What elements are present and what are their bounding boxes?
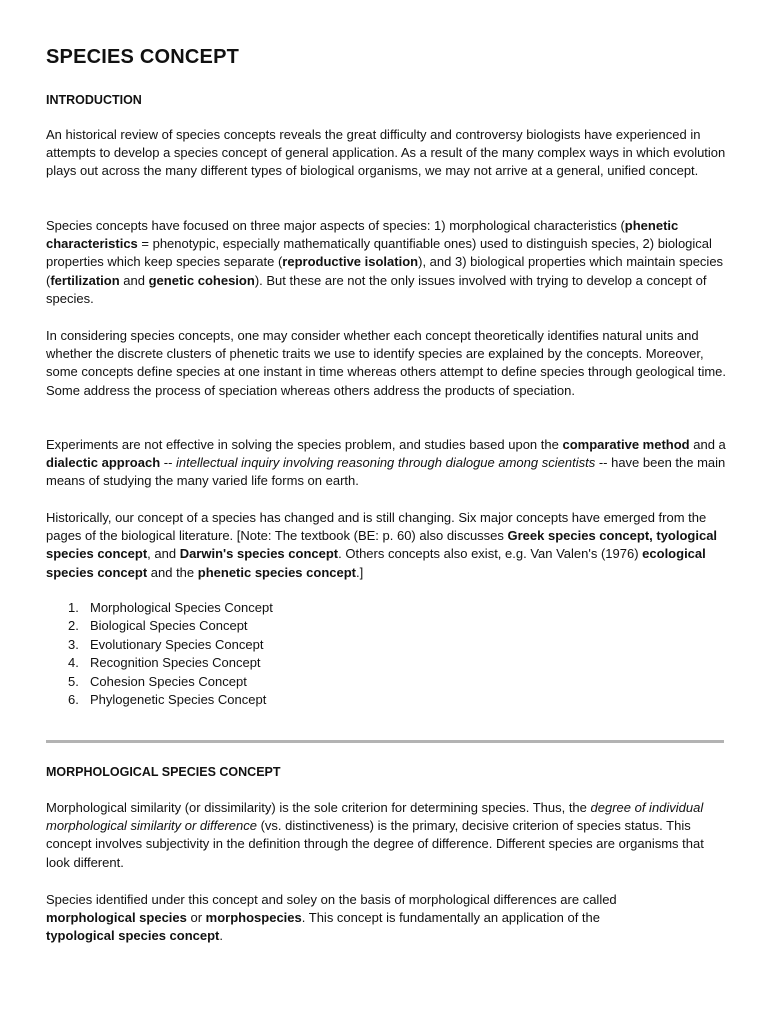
intro-paragraph-4: Experiments are not effective in solving the species problem, and studies based upon the comparative method and a dialectic approach -- intellectual inquiry involving reasoning through dialogue among scientists -- have been the main means of studying the many varied life forms on earth. xyxy=(46,437,726,489)
list-item: 1. Morphological Species Concept xyxy=(68,600,273,615)
list-item: 3. Evolutionary Species Concept xyxy=(68,636,264,652)
morph-paragraph-2: Species identified under this concept and soley on the basis of morphological differences are called morphological species or morphospecies. This concept is fundamentally an application of the typological species concept. xyxy=(46,892,617,944)
introduction-heading: INTRODUCTION xyxy=(46,93,142,107)
morph-paragraph-1: Morphological similarity (or dissimilarity) is the sole criterion for determining species. Thus, the degree of individual morphological similarity or difference (vs. distinctiveness) is the primary, decisive criterion of species status. This concept involves subjectivity in the definition through the degree of difference. Different species are organisms that look different. xyxy=(46,800,704,870)
list-item: 2. Biological Species Concept xyxy=(68,618,248,634)
list-item: 6. Phylogenetic Species Concept xyxy=(68,692,267,708)
intro-paragraph-3: In considering species concepts, one may consider whether each concept theoretically identifies natural units and whether the discrete clusters of phenetic traits we use to identify species are explained by the concepts. Moreover, some concepts define species at one instant in time whereas others attempt to define species through geological time. Some address the process of speciation whereas others address the products of speciation. xyxy=(46,328,726,398)
intro-paragraph-2: Species concepts have focused on three major aspects of species: 1) morphological characteristics (phenetic characteristics = phenotypic, especially mathematically quantifiable ones) used to distinguish species, 2) biological properties which keep species separate (reproductive isolation), and 3) biological properties which maintain species (fertilization and genetic cohesion). But these are not the only issues involved with trying to develop a concept of species. xyxy=(46,218,724,306)
intro-paragraph-1: An historical review of species concepts reveals the great difficulty and controversy biologists have experienced in attempts to develop a species concept of general application. As a result of the many complex ways in which evolution plays out across the many different types of biological organisms, we may not arrive at a general, unified concept. xyxy=(46,127,726,179)
intro-paragraph-5: Historically, our concept of a species has changed and is still changing. Six major concepts have emerged from the pages of the biological literature. [Note: The textbook (BE: p. 60) also discusses Greek species concept, tyological species concept, and Darwin's species concept. Others concepts also exist, e.g. Van Valen's (1976) ecological species concept and the phenetic species concept.] xyxy=(46,510,718,580)
page-title: SPECIES CONCEPT xyxy=(46,46,240,68)
species-concept-list xyxy=(46,599,273,709)
morphological-heading: MORPHOLOGICAL SPECIES CONCEPT xyxy=(46,765,281,779)
section-divider xyxy=(46,740,724,743)
list-item: 5. Cohesion Species Concept xyxy=(68,673,247,689)
list-item: 4. Recognition Species Concept xyxy=(68,655,261,671)
